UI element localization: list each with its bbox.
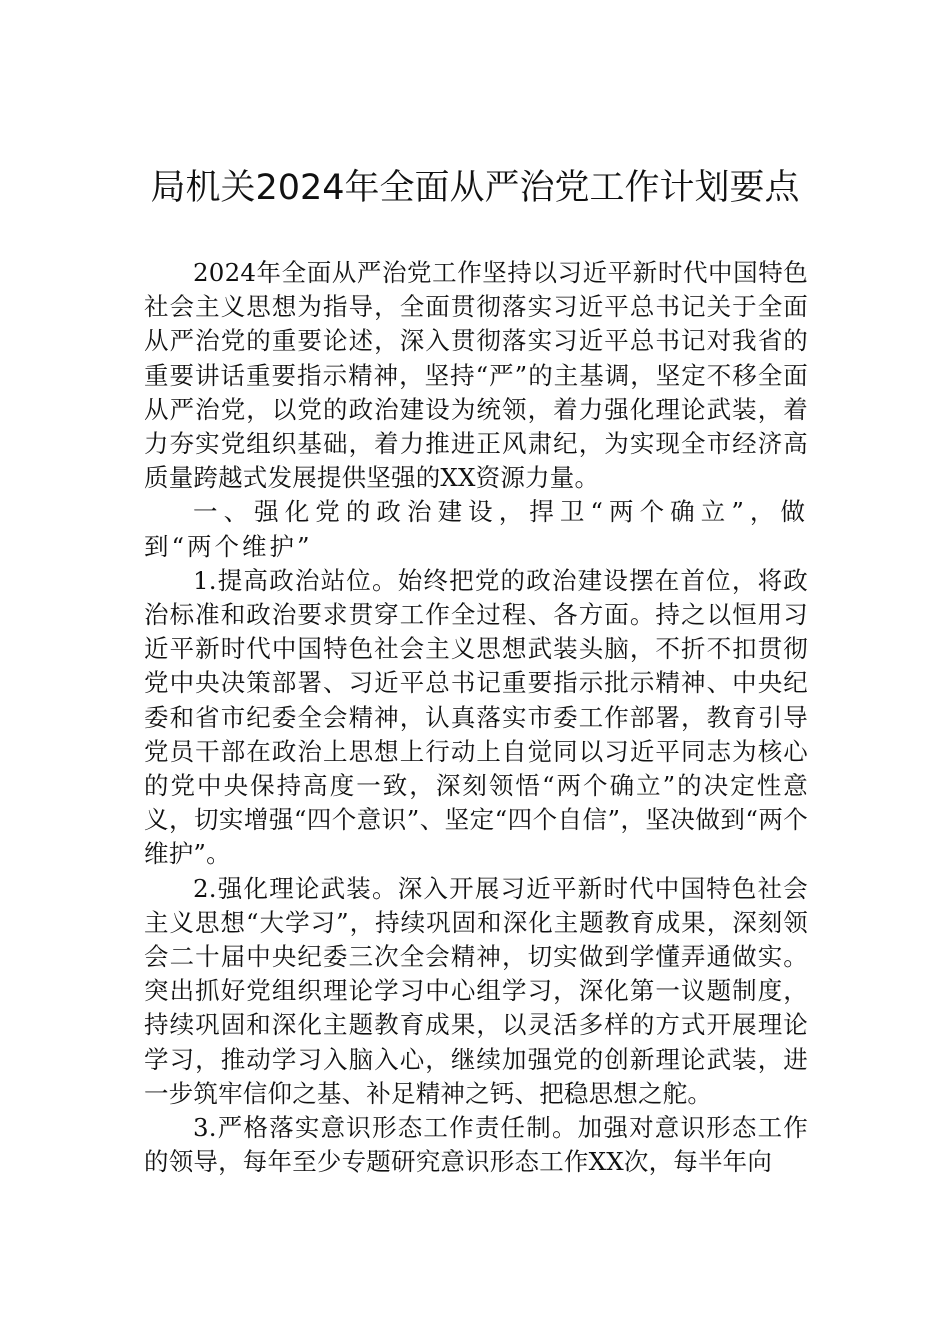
item-paragraph-3: 3.严格落实意识形态工作责任制。加强对意识形态工作的领导，每年至少专题研究意识形态工作XX次，每半年向 bbox=[144, 1113, 808, 1177]
intro-paragraph: 2024年全面从严治党工作坚持以习近平新时代中国特色社会主义思想为指导，全面贯彻落实习近平总书记关于全面从严治党的重要论述，深入贯彻落实习近平总书记对我省的重要讲话重要指示精神，坚持“严”的主基调，坚定不移全面从严治党，以党的政治建设为统领，着力强化理论武装，着力夯实党组织基础，着力推进正风肃纪，为实现全市经济高质量跨越式发展提供坚强的XX资源力量。 bbox=[144, 258, 808, 493]
item-paragraph-2: 2.强化理论武装。深入开展习近平新时代中国特色社会主义思想“大学习”，持续巩固和深化主题教育成果，深刻领会二十届中央纪委三次全会精神，切实做到学懂弄通做实。突出抓好党组织理论学习中心组学习，深化第一议题制度，持续巩固和深化主题教育成果，以灵活多样的方式开展理论学习，推动学习入脑入心，继续加强党的创新理论武装，进一步筑牢信仰之基、补足精神之钙、把稳思想之舵。 bbox=[144, 873, 808, 1108]
document-body bbox=[144, 256, 808, 1179]
document-title: 局机关2024年全面从严治党工作计划要点 bbox=[150, 168, 800, 208]
section-heading-1: 一、强化党的政治建设，捍卫“两个确立”，做到“两个维护” bbox=[144, 497, 808, 561]
item-paragraph-1: 1.提高政治站位。始终把党的政治建设摆在首位，将政治标准和政治要求贯穿工作全过程、各方面。持之以恒用习近平新时代中国特色社会主义思想武装头脑，不折不扣贯彻党中央决策部署、习近平总书记重要指示批示精神、中央纪委和省市纪委全会精神，认真落实市委工作部署，教育引导党员干部在政治上思想上行动上自觉同以习近平同志为核心的党中央保持高度一致，深刻领悟“两个确立”的决定性意义，切实增强“四个意识”、坚定“四个自信”，坚决做到“两个维护”。 bbox=[144, 565, 808, 869]
